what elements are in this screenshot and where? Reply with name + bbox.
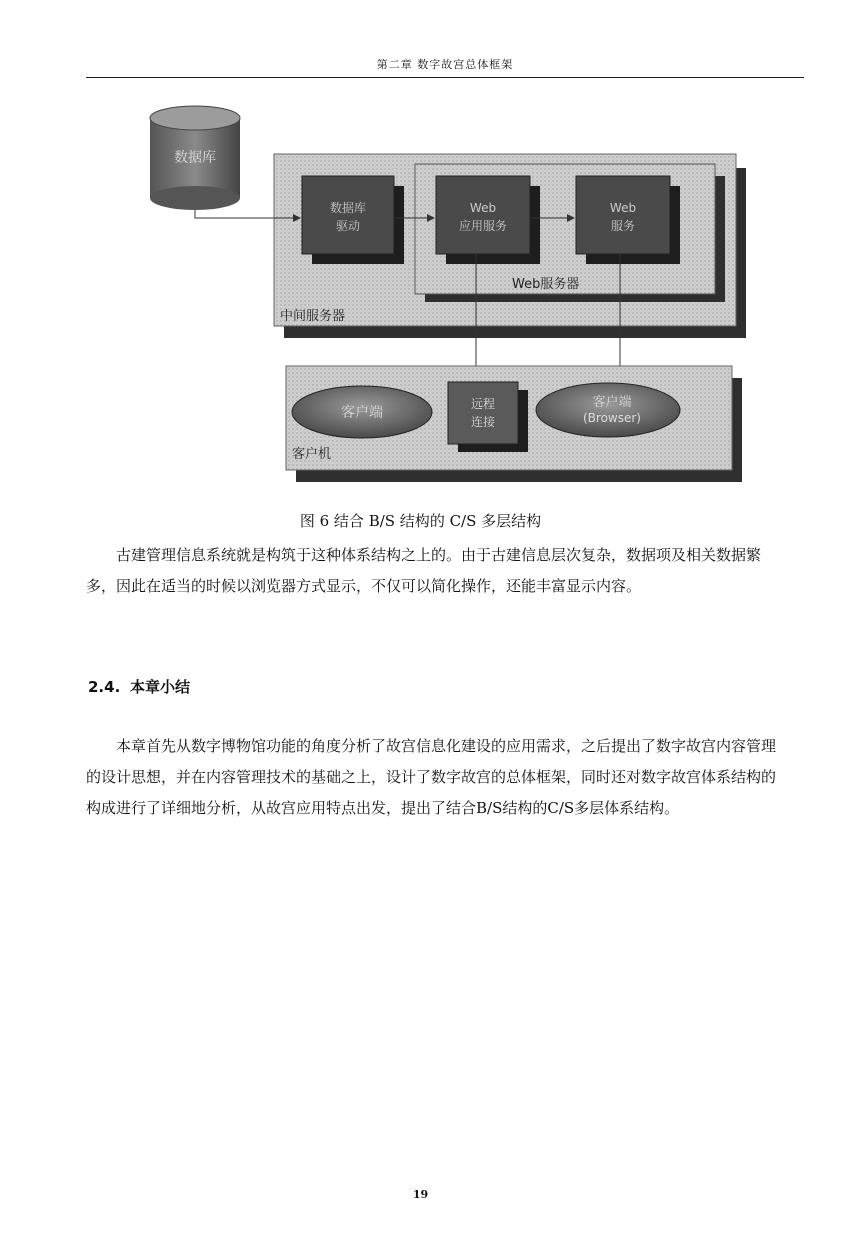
database-cylinder [150,106,240,210]
paragraph-1: 古建管理信息系统就是构筑于这种体系结构之上的。由于古建信息层次复杂，数据项及相关数据繁多，因此在适当的时候以浏览器方式显示，不仅可以简化操作，还能丰富显示内容。 [86,546,762,595]
remote-link-line2: 连接 [470,415,496,429]
architecture-diagram [140,100,760,490]
db-driver-line2: 驱动 [335,219,361,233]
remote-link-line1: 远程 [470,397,496,411]
client-machine-label: 客户机 [292,447,332,462]
client-ellipse [292,386,432,438]
web-service-line2: 服务 [610,219,636,233]
db-driver-line1: 数据库 [329,201,367,215]
web-service-line1: Web [609,201,637,215]
app-service-line2: 应用服务 [458,219,508,233]
client-label: 客户端 [341,405,383,421]
section-number: 2.4. [88,678,121,696]
section-title: 本章小结 [130,678,191,696]
page-number: 19 [412,1188,429,1201]
figure-caption: 图 6 结合 B/S 结构的 C/S 多层结构 [299,512,542,530]
browser-client-line1: 客户端 [592,395,632,410]
header-rule [86,77,804,78]
database-label: 数据库 [174,150,216,166]
db-driver-box [302,176,404,264]
middle-server-label: 中间服务器 [280,309,346,324]
paragraph-2: 本章首先从数字博物馆功能的角度分析了故宫信息化建设的应用需求，之后提出了数字故宫内容管理的设计思想，并在内容管理技术的基础之上，设计了数字故宫的总体框架，同时还对数字故宫体系结构的构成进行了详细地分析，从故宫应用特点出发，提出了结合B/S结构的C/S多层体系结构。 [86,737,777,817]
web-service-box [576,176,680,264]
web-server-label: Web服务器 [512,277,580,292]
browser-client-line2: (Browser) [583,411,641,425]
section-heading [88,676,190,697]
app-service-line1: Web [469,201,497,215]
remote-link-box [448,382,528,452]
running-header: 第二章 数字故宫总体框架 [376,58,514,71]
browser-client-ellipse [536,383,680,437]
app-service-box [436,176,540,264]
